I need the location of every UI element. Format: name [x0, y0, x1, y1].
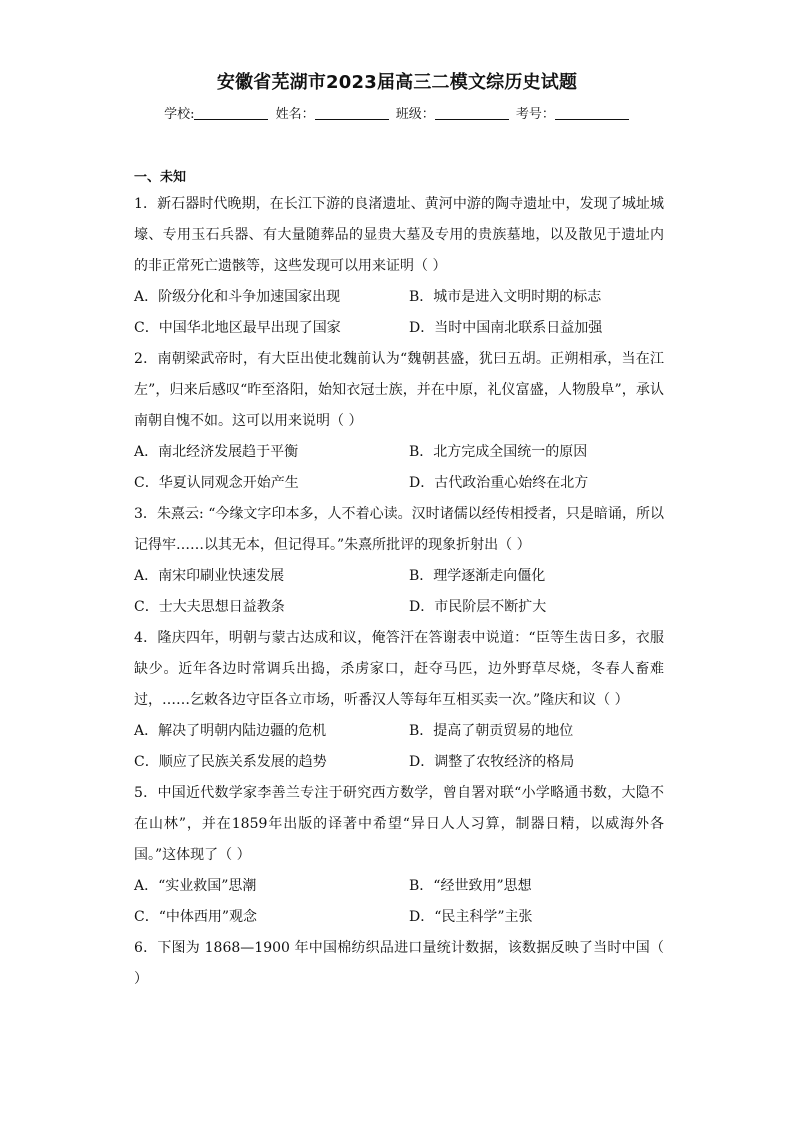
blank-line[interactable]: [194, 107, 268, 120]
option-a[interactable]: A．南宋印刷业快速发展: [134, 568, 285, 584]
info-label: 班级：: [395, 107, 435, 122]
question-6: [134, 933, 664, 995]
option-c[interactable]: C．华夏认同观念开始产生: [134, 475, 299, 491]
info-label: 姓名：: [275, 107, 315, 122]
option-c[interactable]: C．顺应了民族关系发展的趋势: [134, 754, 327, 770]
option-a[interactable]: A．南北经济发展趋于平衡: [134, 444, 299, 460]
option-d[interactable]: D．市民阶层不断扩大: [409, 599, 547, 615]
question-stem: 5．中国近代数学家李善兰专注于研究西方数学，曾自署对联“小学略通书数，大隐不在山林”，并在1859年出版的译著中希望“异日人人习算，制器日精，以威海外各国。”这体现了（ ）: [134, 785, 664, 863]
question-stem: 1．新石器时代晚期，在长江下游的良渚遗址、黄河中游的陶寺遗址中，发现了城址城壕、专用玉石兵器、有大量随葬品的显贵大墓及专用的贵族墓地，以及散见于遗址内的非正常死亡遗骸等，这些发现可以用来证明（ ）: [134, 196, 664, 274]
option-b[interactable]: B．“经世致用”思想: [409, 878, 532, 894]
option-d[interactable]: D．当时中国南北联系日益加强: [409, 320, 603, 336]
option-d[interactable]: D．调整了农牧经济的格局: [409, 754, 575, 770]
info-field-name: [276, 107, 390, 122]
student-info-line: [0, 103, 794, 122]
option-b[interactable]: B．提高了朝贡贸易的地位: [409, 723, 574, 739]
option-a[interactable]: A．阶级分化和斗争加速国家出现: [134, 289, 341, 305]
section-heading: 一、未知: [134, 170, 187, 185]
option-grid: [134, 871, 664, 933]
question-stem: 2．南朝梁武帝时，有大臣出使北魏前认为“魏朝甚盛，犹曰五胡。正朔相承，当在江左”，归来后感叹“昨至洛阳，始知衣冠士族，并在中原，礼仪富盛，人物殷阜”，承认南朝自愧不如。这可以用来说明（ ）: [134, 351, 664, 429]
option-grid: [134, 561, 664, 623]
info-label: 学校:: [164, 107, 195, 122]
info-field-school: [164, 107, 269, 122]
question-2: [134, 344, 664, 499]
question-4: [134, 623, 664, 778]
option-grid: [134, 437, 664, 499]
option-d[interactable]: D．“民主科学”主张: [409, 909, 533, 925]
option-d[interactable]: D．古代政治重心始终在北方: [409, 475, 589, 491]
option-b[interactable]: B．城市是进入文明时期的标志: [409, 289, 602, 305]
info-field-exam-number: [516, 107, 630, 122]
option-c[interactable]: C．士大夫思想日益教条: [134, 599, 285, 615]
option-grid: [134, 282, 664, 344]
option-c[interactable]: C．“中体西用”观念: [134, 909, 258, 925]
option-a[interactable]: A．“实业救国”思潮: [134, 878, 257, 894]
info-label: 考号：: [515, 107, 555, 122]
question-stem: 6．下图为 1868—1900 年中国棉纺织品进口量统计数据，该数据反映了当时中国（ ）: [134, 940, 664, 987]
blank-line[interactable]: [555, 107, 629, 120]
option-c[interactable]: C．中国华北地区最早出现了国家: [134, 320, 341, 336]
option-b[interactable]: B．理学逐渐走向僵化: [409, 568, 546, 584]
info-field-class: [396, 107, 510, 122]
question-stem: 4．隆庆四年，明朝与蒙古达成和议，俺答汗在答谢表中说道：“臣等生齿日多，衣服缺少。近年各边时常调兵出捣，杀虏家口，赶夺马匹，边外野草尽烧，冬春人畜难过，……乞敕各边守臣各立市场，听番汉人等每年互相买卖一次。”隆庆和议（ ）: [134, 630, 664, 708]
question-1: [134, 189, 664, 344]
page-title: 安徽省芜湖市2023届高三二模文综历史试题: [216, 72, 578, 93]
question-stem: 3．朱熹云: “今缘文字印本多，人不着心读。汉时诸儒以经传相授者，只是暗诵，所以记得牢……以其无本，但记得耳。”朱熹所批评的现象折射出（ ）: [134, 506, 664, 553]
question-list: [134, 189, 664, 995]
blank-line[interactable]: [435, 107, 509, 120]
option-a[interactable]: A．解决了明朝内陆边疆的危机: [134, 723, 327, 739]
blank-line[interactable]: [315, 107, 389, 120]
question-3: [134, 499, 664, 623]
option-b[interactable]: B．北方完成全国统一的原因: [409, 444, 588, 460]
option-grid: [134, 716, 664, 778]
question-5: [134, 778, 664, 933]
